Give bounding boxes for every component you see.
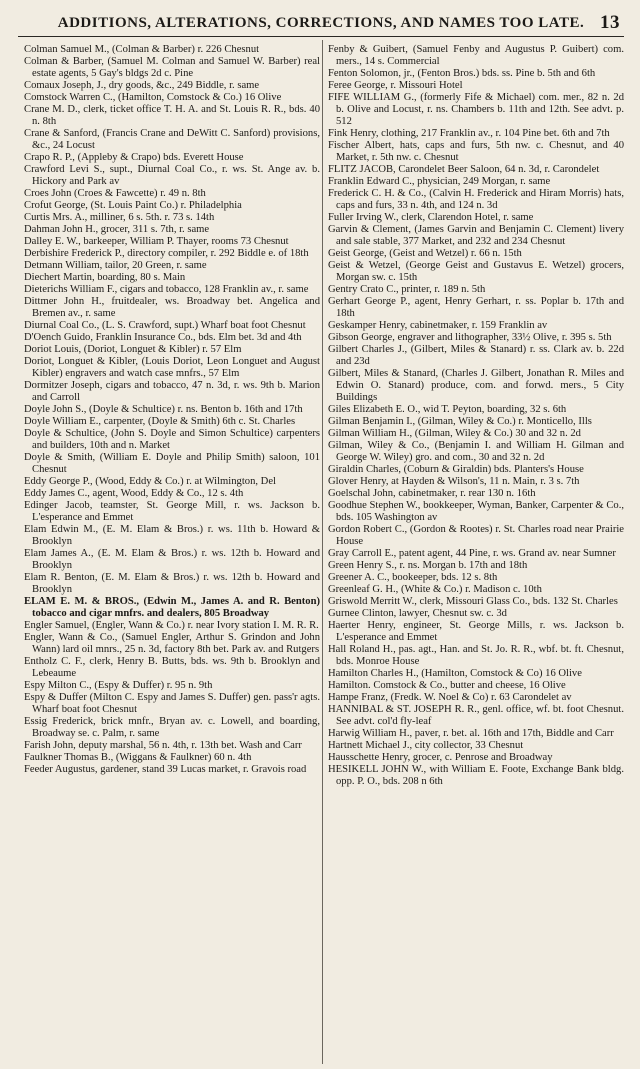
directory-entry: Elam Edwin M., (E. M. Elam & Bros.) r. ws. 11th b. Howard & Brooklyn bbox=[24, 524, 320, 547]
page-number: 13 bbox=[600, 12, 620, 33]
directory-entry: Edinger Jacob, teamster, St. George Mill, r. ws. Jackson b. L'esperance and Emmet bbox=[24, 500, 320, 523]
directory-entry: Franklin Edward C., physician, 249 Morgan, r. same bbox=[328, 176, 551, 187]
directory-entry: Crane & Sanford, (Francis Crane and DeWitt C. Sanford) provisions, &c., 24 Locust bbox=[24, 128, 320, 151]
directory-entry: Gurnee Clinton, lawyer, Chesnut sw. c. 3d bbox=[328, 608, 507, 619]
directory-entry: Colman & Barber, (Samuel M. Colman and Samuel W. Barber) real estate agents, 5 Gay's bldgs 2d c. Pine bbox=[24, 56, 320, 79]
directory-entry: Hartnett Michael J., city collector, 33 Chesnut bbox=[328, 740, 524, 751]
directory-entry: Gilman William H., (Gilman, Wiley & Co.) 30 and 32 n. 2d bbox=[328, 428, 581, 439]
directory-entry: Glover Henry, at Hayden & Wilson's, 11 n. Main, r. 3 s. 7th bbox=[328, 476, 580, 487]
page-title: ADDITIONS, ALTERATIONS, CORRECTIONS, AND NAMES TOO LATE. bbox=[57, 14, 585, 31]
directory-entry: Crawford Levi S., supt., Diurnal Coal Co., r. ws. St. Ange av. b. Hickory and Park av bbox=[24, 164, 320, 187]
directory-entry: Engler Samuel, (Engler, Wann & Co.) r. near Ivory station I. M. R. R. bbox=[24, 620, 319, 631]
directory-entry: Gordon Robert C., (Gordon & Rootes) r. St. Charles road near Prairie House bbox=[328, 524, 624, 547]
directory-entry: Gilbert, Miles & Stanard, (Charles J. Gilbert, Jonathan R. Miles and Edwin O. Stanard) produce, com. and forwd. mers., 5 City Buildings bbox=[328, 368, 624, 403]
directory-entry: Gilbert Charles J., (Gilbert, Miles & Stanard) r. ss. Clark av. b. 22d and 23d bbox=[328, 344, 624, 367]
directory-entry: Goodhue Stephen W., bookkeeper, Wyman, Banker, Carpenter & Co., bds. 105 Washington av bbox=[328, 500, 624, 523]
directory-entry: Frederick C. H. & Co., (Calvin H. Frederick and Hiram Morris) hats, caps and furs, 33 n. 4th, and 124 n. 3d bbox=[328, 188, 624, 211]
directory-entry: Doyle & Schultice, (John S. Doyle and Simon Schultice) carpenters and builders, 10th and n. Market bbox=[24, 428, 320, 451]
directory-entry: Comaux Joseph, J., dry goods, &c., 249 Biddle, r. same bbox=[24, 80, 260, 91]
header-rule bbox=[18, 36, 624, 37]
directory-entry: Gray Carroll E., patent agent, 44 Pine, r. ws. Grand av. near Sumner bbox=[328, 548, 616, 559]
directory-entry: Goelschal John, cabinetmaker, r. rear 130 n. 16th bbox=[328, 488, 536, 499]
directory-entry: Hausschette Henry, grocer, c. Penrose and Broadway bbox=[328, 752, 553, 763]
directory-entry: D'Oench Guido, Franklin Insurance Co., bds. Elm bet. 3d and 4th bbox=[24, 332, 302, 343]
directory-entry: Elam James A., (E. M. Elam & Bros.) r. ws. 12th b. Howard and Brooklyn bbox=[24, 548, 320, 571]
directory-entry: FIFE WILLIAM G., (formerly Fife & Michael) com. mer., 82 n. 2d b. Olive and Locust, r. ns. Chambers b. 11th and 12th. See advt. p. 512 bbox=[328, 92, 624, 127]
directory-entry: Eddy George P., (Wood, Eddy & Co.) r. at Wilmington, Del bbox=[24, 476, 276, 487]
directory-entry: Harwig William H., paver, r. bet. al. 16th and 17th, Biddle and Carr bbox=[328, 728, 614, 739]
directory-entry: Greener A. C., bookeeper, bds. 12 s. 8th bbox=[328, 572, 498, 583]
directory-entry: FLITZ JACOB, Carondelet Beer Saloon, 64 n. 3d, r. Carondelet bbox=[328, 164, 600, 175]
directory-entry: Gerhart George P., agent, Henry Gerhart, r. ss. Poplar b. 17th and 18th bbox=[328, 296, 624, 319]
directory-entry: Giles Elizabeth E. O., wid T. Peyton, boarding, 32 s. 6th bbox=[328, 404, 567, 415]
directory-entry: Crane M. D., clerk, ticket office T. H. A. and St. Louis R. R., bds. 40 n. 8th bbox=[24, 104, 320, 127]
directory-entry: Crofut George, (St. Louis Paint Co.) r. Philadelphia bbox=[24, 200, 242, 211]
directory-entry: Dahman John H., grocer, 311 s. 7th, r. same bbox=[24, 224, 210, 235]
directory-entry: HANNIBAL & ST. JOSEPH R. R., genl. office, wf. bt. foot Chesnut. See advt. col'd fly-leaf bbox=[328, 704, 624, 727]
directory-entry: Crapo R. P., (Appleby & Crapo) bds. Everett House bbox=[24, 152, 244, 163]
directory-entry: Hamilton Charles H., (Hamilton, Comstock & Co) 16 Olive bbox=[328, 668, 582, 679]
directory-entry: Espy Milton C., (Espy & Duffer) r. 95 n. 9th bbox=[24, 680, 213, 691]
directory-entry: Doyle & Smith, (William E. Doyle and Philip Smith) saloon, 101 Chesnut bbox=[24, 452, 320, 475]
directory-entry: Engler, Wann & Co., (Samuel Engler, Arthur S. Grindon and John Wann) lard oil mnrs., 25 n. 3d, factory 8th bet. Park av. and Rutgers bbox=[24, 632, 320, 655]
right-column bbox=[328, 44, 624, 1064]
directory-entry: Green Henry S., r. ns. Morgan b. 17th and 18th bbox=[328, 560, 528, 571]
directory-entry: Faulkner Thomas B., (Wiggans & Faulkner) 60 n. 4th bbox=[24, 752, 252, 763]
directory-entry: Espy & Duffer (Milton C. Espy and James S. Duffer) gen. pass'r agts. Wharf boat foot Chesnut bbox=[24, 692, 320, 715]
left-column bbox=[24, 44, 320, 1064]
directory-entry: Doriot Louis, (Doriot, Longuet & Kibler) r. 57 Elm bbox=[24, 344, 242, 355]
directory-entry: Fenby & Guibert, (Samuel Fenby and Augustus P. Guibert) com. mers., 14 s. Commercial bbox=[328, 44, 624, 67]
directory-entry: Gilman Benjamin I., (Gilman, Wiley & Co.) r. Monticello, Ills bbox=[328, 416, 592, 427]
directory-entry: ELAM E. M. & BROS., (Edwin M., James A. and R. Benton) tobacco and cigar mnfrs. and dealers, 805 Broadway bbox=[24, 596, 320, 619]
directory-entry: Doyle John S., (Doyle & Schultice) r. ns. Benton b. 16th and 17th bbox=[24, 404, 303, 415]
directory-entry: Elam R. Benton, (E. M. Elam & Bros.) r. ws. 12th b. Howard and Brooklyn bbox=[24, 572, 320, 595]
directory-entry: Hamilton. Comstock & Co., butter and cheese, 16 Olive bbox=[328, 680, 566, 691]
directory-entry: Farish John, deputy marshal, 56 n. 4th, r. 13th bet. Wash and Carr bbox=[24, 740, 302, 751]
directory-entry: Geskamper Henry, cabinetmaker, r. 159 Franklin av bbox=[328, 320, 548, 331]
directory-entry: Diurnal Coal Co., (L. S. Crawford, supt.) Wharf boat foot Chesnut bbox=[24, 320, 306, 331]
directory-entry: Fenton Solomon, jr., (Fenton Bros.) bds. ss. Pine b. 5th and 6th bbox=[328, 68, 596, 79]
directory-entry: Curtis Mrs. A., milliner, 6 s. 5th. r. 73 s. 14th bbox=[24, 212, 215, 223]
directory-entry: Derbishire Frederick P., directory compiler, r. 292 Biddle e. of 18th bbox=[24, 248, 309, 259]
directory-entry: Fischer Albert, hats, caps and furs, 5th nw. c. Chesnut, and 40 Market, r. 5th nw. c. Chesnut bbox=[328, 140, 624, 163]
directory-entry: Doriot, Longuet & Kibler, (Louis Doriot, Leon Longuet and August Kibler) engravers and watch case mnfrs., 57 Elm bbox=[24, 356, 320, 379]
directory-entry: Fink Henry, clothing, 217 Franklin av., r. 104 Pine bet. 6th and 7th bbox=[328, 128, 610, 139]
directory-entry: Geist & Wetzel, (George Geist and Gustavus E. Wetzel) grocers, Morgan sw. c. 15th bbox=[328, 260, 624, 283]
directory-entry: Hall Roland H., pas. agt., Han. and St. Jo. R. R., wbf. bt. ft. Chesnut, bds. Monroe House bbox=[328, 644, 624, 667]
directory-entry: Geist George, (Geist and Wetzel) r. 66 n. 15th bbox=[328, 248, 522, 259]
directory-entry: Feeder Augustus, gardener, stand 39 Lucas market, r. Gravois road bbox=[24, 764, 307, 775]
directory-entry: Gilman, Wiley & Co., (Benjamin I. and William H. Gilman and George W. Wiley) gro. and com., 30 and 32 n. 2d bbox=[328, 440, 624, 463]
column-divider bbox=[322, 40, 323, 1064]
directory-entry: Garvin & Clement, (James Garvin and Benjamin C. Clement) livery and sale stable, 377 Market, and 232 and 234 Chesnut bbox=[328, 224, 624, 247]
directory-entry: Gentry Crato C., printer, r. 189 n. 5th bbox=[328, 284, 486, 295]
directory-entry: Entholz C. F., clerk, Henry B. Butts, bds. ws. 9th b. Brooklyn and Lebeaume bbox=[24, 656, 320, 679]
directory-entry: Dittmer John H., fruitdealer, ws. Broadway bet. Angelica and Bremen av., r. same bbox=[24, 296, 320, 319]
directory-entry: Giraldin Charles, (Coburn & Giraldin) bds. Planters's House bbox=[328, 464, 584, 475]
directory-entry: Diechert Martin, boarding, 80 s. Main bbox=[24, 272, 186, 283]
directory-entry: HESIKELL JOHN W., with William E. Foote, Exchange Bank bldg. opp. P. O., bds. 208 n 6th bbox=[328, 764, 624, 787]
directory-entry: Detmann William, tailor, 20 Green, r. same bbox=[24, 260, 207, 271]
directory-entry: Greenleaf G. H., (White & Co.) r. Madison c. 10th bbox=[328, 584, 542, 595]
directory-entry: Feree George, r. Missouri Hotel bbox=[328, 80, 463, 91]
directory-entry: Croes John (Croes & Fawcette) r. 49 n. 8th bbox=[24, 188, 206, 199]
directory-entry: Dalley E. W., barkeeper, William P. Thayer, rooms 73 Chesnut bbox=[24, 236, 289, 247]
directory-entry: Dormitzer Joseph, cigars and tobacco, 47 n. 3d, r. ws. 9th b. Marion and Carroll bbox=[24, 380, 320, 403]
directory-entry: Essig Frederick, brick mnfr., Bryan av. c. Lowell, and boarding, Broadway se. c. Palm, r. same bbox=[24, 716, 320, 739]
directory-entry: Gibson George, engraver and lithographer, 33½ Olive, r. 395 s. 5th bbox=[328, 332, 612, 343]
directory-entry: Doyle William E., carpenter, (Doyle & Smith) 6th c. St. Charles bbox=[24, 416, 296, 427]
page-header bbox=[18, 12, 624, 34]
directory-entry: Comstock Warren C., (Hamilton, Comstock & Co.) 16 Olive bbox=[24, 92, 282, 103]
directory-entry: Griswold Merritt W., clerk, Missouri Glass Co., bds. 132 St. Charles bbox=[328, 596, 618, 607]
directory-entry: Fuller Irving W., clerk, Clarendon Hotel, r. same bbox=[328, 212, 534, 223]
directory-entry: Colman Samuel M., (Colman & Barber) r. 226 Chesnut bbox=[24, 44, 260, 55]
directory-entry: Hampe Franz, (Fredk. W. Noel & Co) r. 63 Carondelet av bbox=[328, 692, 572, 703]
directory-entry: Eddy James C., agent, Wood, Eddy & Co., 12 s. 4th bbox=[24, 488, 244, 499]
directory-entry: Dieterichs William F., cigars and tobacco, 128 Franklin av., r. same bbox=[24, 284, 309, 295]
directory-entry: Haerter Henry, engineer, St. George Mills, r. ws. Jackson b. L'esperance and Emmet bbox=[328, 620, 624, 643]
